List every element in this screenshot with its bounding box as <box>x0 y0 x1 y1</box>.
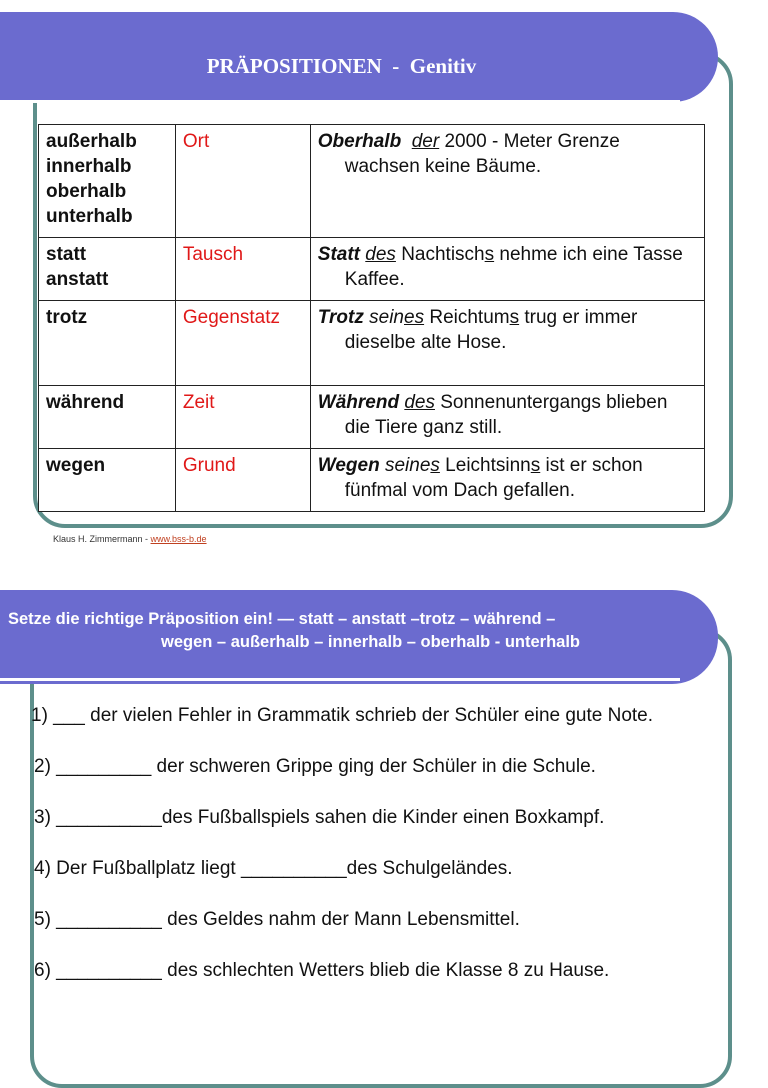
preposition-cell <box>39 301 176 386</box>
preposition: während <box>46 392 125 413</box>
prepositions-table <box>38 124 705 512</box>
category-cell: Gegenstatz <box>175 301 310 386</box>
preposition: oberhalb <box>46 181 127 202</box>
banner-divider <box>0 100 680 103</box>
example-cell <box>310 386 704 449</box>
exercise-list <box>31 705 764 1011</box>
credit-link[interactable]: www.bss-b.de <box>150 534 207 544</box>
example-text: Nachtisch <box>395 244 485 265</box>
banner-divider <box>0 678 680 681</box>
example-text: Leichtsinn <box>439 455 531 476</box>
exercise-item: 4) Der Fußballplatz liegt __________des Schulgeländes. <box>34 858 513 879</box>
example-cell <box>310 238 704 301</box>
task-line: wegen – außerhalb – innerhalb – oberhalb - unterhalb <box>161 633 580 651</box>
preposition: wegen <box>46 455 106 476</box>
example-article: der <box>411 131 440 152</box>
example-lead: Statt <box>317 244 360 265</box>
example-article-stem: sein <box>369 307 404 328</box>
example-text: Sonnenuntergangs blieben die Tiere ganz still. <box>344 392 668 438</box>
category-cell: Zeit <box>175 386 310 449</box>
example-article-stem: seine <box>384 455 431 476</box>
example-article: des <box>404 392 435 413</box>
preposition: anstatt <box>46 269 109 290</box>
example-text: ist er schon fünfmal vom Dach gefallen. <box>344 455 643 501</box>
table-row <box>39 301 705 386</box>
example-article-ending: es <box>404 307 425 328</box>
example-text: Reichtum <box>424 307 510 328</box>
credit-line <box>53 534 207 544</box>
preposition: außerhalb <box>46 131 137 152</box>
example-ending: s <box>530 455 541 476</box>
category-cell: Grund <box>175 449 310 512</box>
preposition: unterhalb <box>46 206 133 227</box>
credit-author: Klaus H. Zimmermann - <box>53 534 151 544</box>
preposition-cell <box>39 449 176 512</box>
task-line: Setze die richtige Präposition ein! — statt – anstatt –trotz – während – <box>8 610 556 628</box>
task-instruction <box>8 608 708 654</box>
exercise-item: 2) _________ der schweren Grippe ging der Schüler in die Schule. <box>34 756 596 777</box>
example-lead: Während <box>317 392 400 413</box>
preposition-cell <box>39 386 176 449</box>
preposition-cell <box>39 125 176 238</box>
preposition: innerhalb <box>46 156 132 177</box>
category-cell: Tausch <box>175 238 310 301</box>
preposition: statt <box>46 244 87 265</box>
example-article-ending: s <box>430 455 440 476</box>
exercise-item: 1) ___ der vielen Fehler in Grammatik schrieb der Schüler eine gute Note. <box>31 705 654 726</box>
example-ending: s <box>509 307 520 328</box>
table-row <box>39 449 705 512</box>
example-article: des <box>365 244 396 265</box>
table-row <box>39 238 705 301</box>
category-cell: Ort <box>175 125 310 238</box>
example-cell <box>310 449 704 512</box>
table-row <box>39 386 705 449</box>
example-text: nehme ich eine Tasse Kaffee. <box>344 244 683 290</box>
page-title: PRÄPOSITIONEN - Genitiv <box>206 54 477 78</box>
example-lead: Trotz <box>317 307 364 328</box>
example-text: 2000 - Meter Grenze wachsen keine Bäume. <box>344 131 620 177</box>
table-row <box>39 125 705 238</box>
exercise-item: 3) __________des Fußballspiels sahen die Kinder einen Boxkampf. <box>34 807 605 828</box>
preposition: trotz <box>46 307 88 328</box>
example-lead: Wegen <box>317 455 380 476</box>
example-ending: s <box>484 244 495 265</box>
example-text: trug er immer dieselbe alte Hose. <box>344 307 638 353</box>
exercise-item: 5) __________ des Geldes nahm der Mann Lebensmittel. <box>34 909 520 930</box>
example-cell <box>310 125 704 238</box>
slide-exercises <box>0 548 768 1024</box>
example-lead: Oberhalb <box>317 131 402 152</box>
example-cell <box>310 301 704 386</box>
preposition-cell <box>39 238 176 301</box>
exercise-item: 6) __________ des schlechten Wetters blieb die Klasse 8 zu Hause. <box>34 960 610 981</box>
